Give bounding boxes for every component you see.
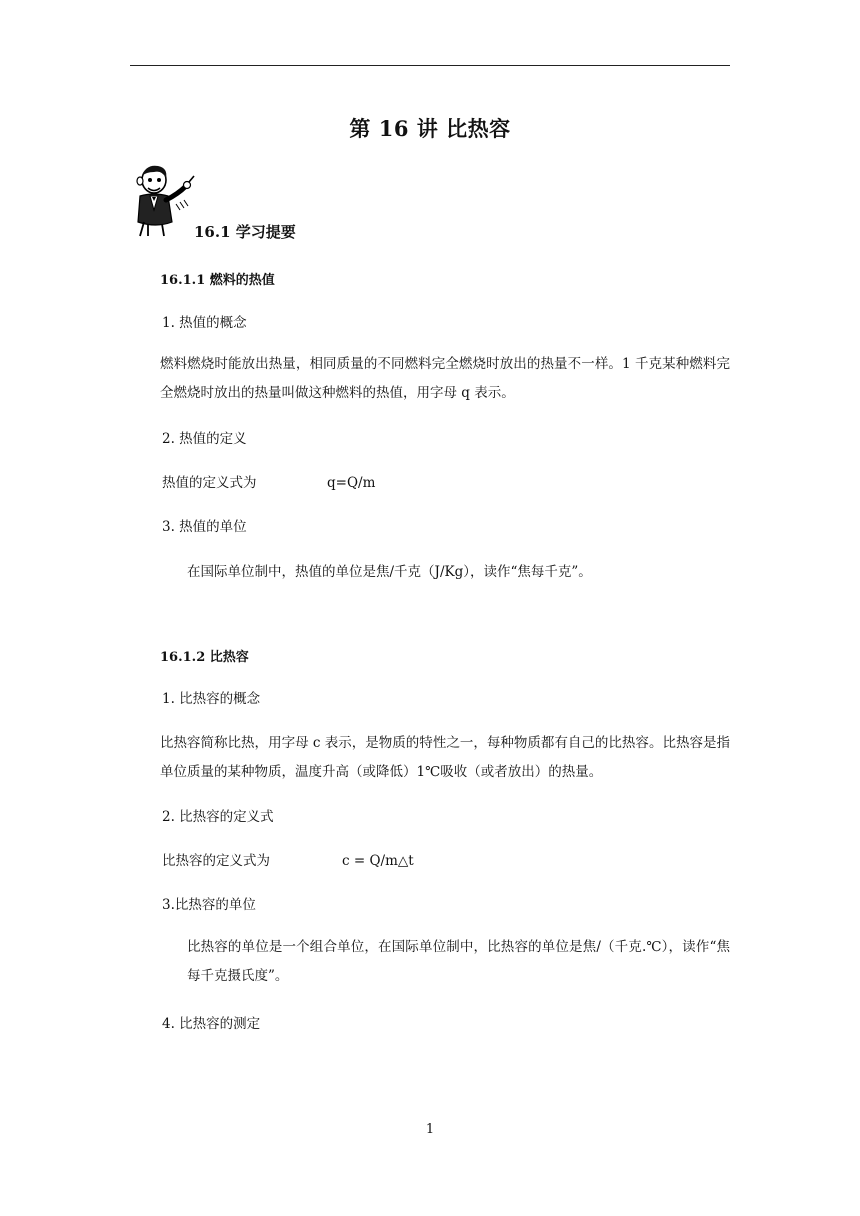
list-item: 2. 热值的定义 bbox=[162, 431, 247, 447]
teacher-mascot-illustration bbox=[128, 160, 198, 238]
list-item: 3.比热容的单位 bbox=[162, 897, 256, 913]
page-title: 第 16 讲 比热容 bbox=[349, 116, 511, 141]
section-heading: 16.1 学习提要 bbox=[194, 223, 296, 241]
list-item: 4. 比热容的测定 bbox=[162, 1016, 261, 1032]
header-rule bbox=[130, 65, 730, 66]
paragraph: 燃料燃烧时能放出热量，相同质量的不同燃料完全燃烧时放出的热量不一样。1 千克某种燃料完全燃烧时放出的热量叫做这种燃料的热值，用字母 q 表示。 bbox=[160, 356, 730, 401]
list-item: 1. 比热容的概念 bbox=[162, 691, 261, 707]
formula: c = Q/m△t bbox=[342, 853, 414, 869]
list-item: 2. 比热容的定义式 bbox=[162, 809, 274, 825]
formula-label: 热值的定义式为 bbox=[162, 475, 257, 491]
paragraph: 比热容简称比热，用字母 c 表示，是物质的特性之一，每种物质都有自己的比热容。比热容是指单位质量的某种物质，温度升高（或降低）1℃吸收（或者放出）的热量。 bbox=[160, 735, 730, 780]
subsection-heading: 16.1.1 燃料的热值 bbox=[160, 273, 275, 288]
page-number: 1 bbox=[425, 1122, 435, 1137]
paragraph: 比热容的单位是一个组合单位，在国际单位制中，比热容的单位是焦/（千克.℃），读作“焦每千克摄氏度”。 bbox=[187, 939, 730, 984]
formula-label: 比热容的定义式为 bbox=[162, 853, 270, 869]
subsection-heading: 16.1.2 比热容 bbox=[160, 650, 249, 665]
formula: q=Q/m bbox=[327, 475, 376, 491]
paragraph: 在国际单位制中，热值的单位是焦/千克（J/Kg），读作“焦每千克”。 bbox=[187, 564, 592, 580]
list-item: 3. 热值的单位 bbox=[162, 519, 247, 535]
list-item: 1. 热值的概念 bbox=[162, 315, 247, 331]
